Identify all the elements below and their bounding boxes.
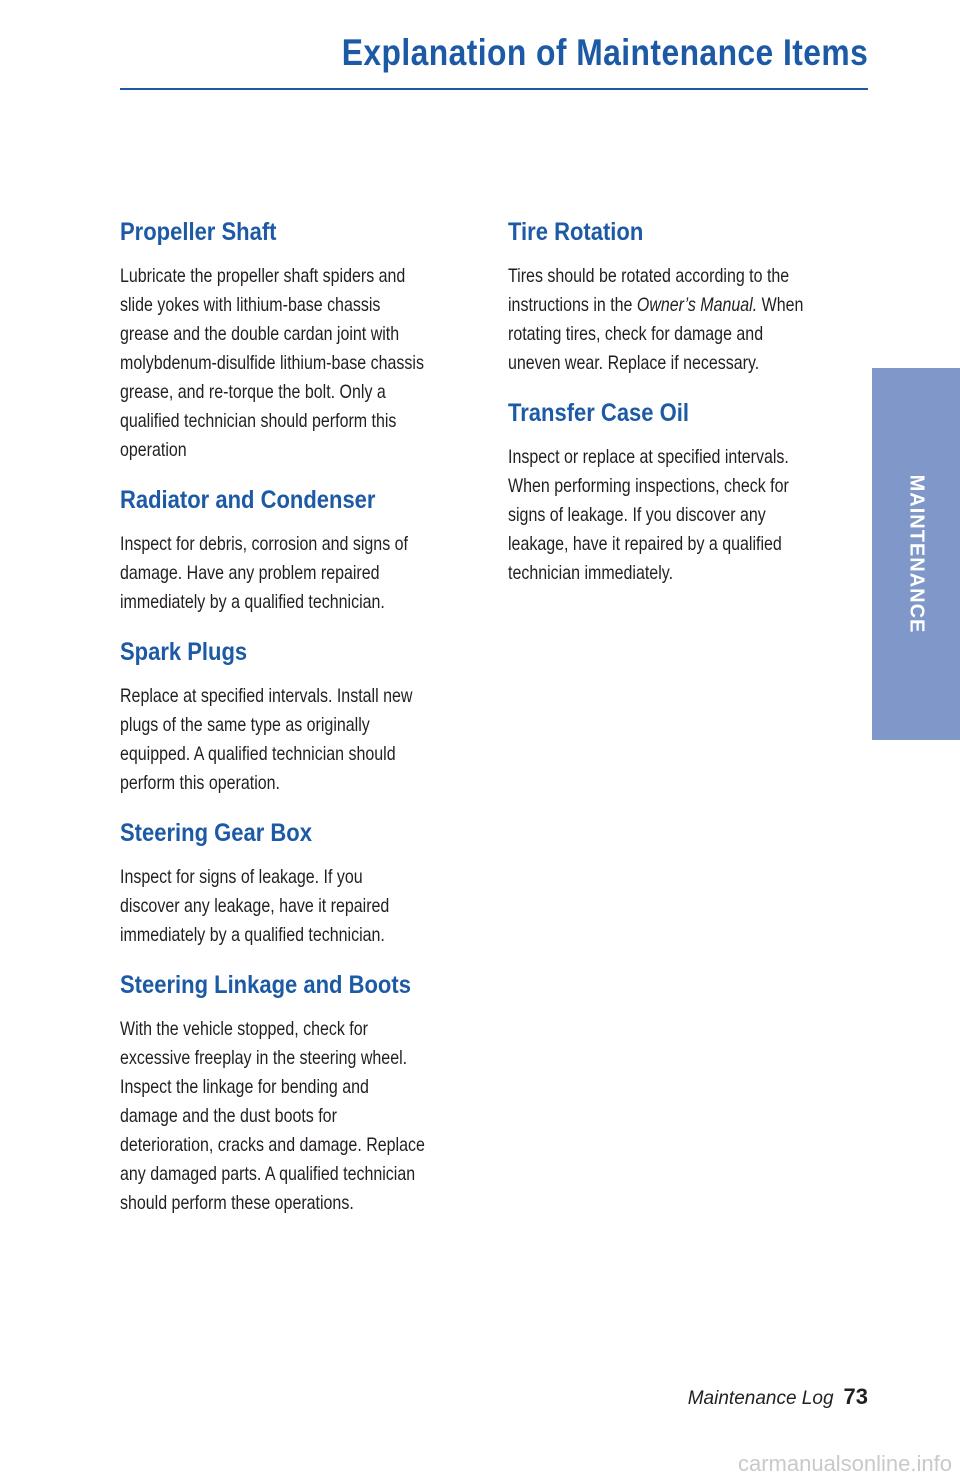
body-line: excessive freeplay in the steering wheel. bbox=[120, 1047, 408, 1069]
body-line: immediately by a qualified technician. bbox=[120, 591, 385, 613]
section-body bbox=[120, 530, 423, 617]
section-radiator-and-condenser bbox=[120, 480, 490, 617]
section-heading: Spark Plugs bbox=[120, 638, 248, 666]
section-propeller-shaft bbox=[120, 212, 490, 465]
section-heading: Tire Rotation bbox=[508, 218, 644, 246]
body-line: technician immediately. bbox=[508, 562, 674, 584]
body-line: perform this operation. bbox=[120, 772, 280, 794]
body-line: operation bbox=[120, 439, 187, 461]
body-line: deterioration, cracks and damage. Replace bbox=[120, 1134, 425, 1156]
section-heading: Transfer Case Oil bbox=[508, 399, 689, 427]
body-line: leakage, have it repaired by a qualified bbox=[508, 533, 782, 555]
body-line: any damaged parts. A qualified technician bbox=[120, 1163, 416, 1185]
owners-manual-reference: Owner’s Manual. bbox=[636, 294, 758, 316]
body-line: slide yokes with lithium-base chassis bbox=[120, 294, 381, 316]
body-line: Replace at specified intervals. Install new bbox=[120, 685, 413, 707]
body-line: uneven wear. Replace if necessary. bbox=[508, 352, 760, 374]
body-line: With the vehicle stopped, check for bbox=[120, 1018, 368, 1040]
body-line: rotating tires, check for damage and bbox=[508, 323, 764, 345]
section-heading: Propeller Shaft bbox=[120, 218, 277, 246]
section-heading: Steering Gear Box bbox=[120, 819, 312, 847]
section-transfer-case-oil bbox=[508, 393, 878, 588]
body-line: damage. Have any problem repaired bbox=[120, 562, 380, 584]
section-body bbox=[508, 443, 811, 588]
page-title: Explanation of Maintenance Items bbox=[341, 32, 868, 73]
body-line: Inspect for debris, corrosion and signs of bbox=[120, 533, 408, 555]
body-text: When bbox=[757, 294, 804, 316]
side-tab-label: MAINTENANCE bbox=[905, 474, 928, 634]
section-spark-plugs bbox=[120, 632, 490, 798]
section-body bbox=[120, 682, 423, 798]
watermark: carmanualsonline.info bbox=[737, 1451, 952, 1476]
body-line: molybdenum-disulfide lithium-base chassis bbox=[120, 352, 424, 374]
section-body bbox=[508, 262, 811, 378]
section-heading: Radiator and Condenser bbox=[120, 486, 376, 514]
body-line: grease and the double cardan joint with bbox=[120, 323, 400, 345]
body-line: should perform these operations. bbox=[120, 1192, 354, 1214]
right-column bbox=[508, 212, 878, 603]
body-text: instructions in the bbox=[508, 294, 637, 316]
body-line: Tires should be rotated according to the bbox=[508, 265, 790, 287]
body-line: plugs of the same type as originally bbox=[120, 714, 370, 736]
body-line: signs of leakage. If you discover any bbox=[508, 504, 766, 526]
body-line: Inspect or replace at specified intervals. bbox=[508, 446, 789, 468]
title-rule bbox=[120, 88, 868, 90]
body-line: grease, and re-torque the bolt. Only a bbox=[120, 381, 386, 403]
body-line: discover any leakage, have it repaired bbox=[120, 895, 390, 917]
body-line: damage and the dust boots for bbox=[120, 1105, 337, 1127]
section-body bbox=[120, 1015, 423, 1218]
section-heading: Steering Linkage and Boots bbox=[120, 971, 411, 999]
body-line: When performing inspections, check for bbox=[508, 475, 789, 497]
body-line: Lubricate the propeller shaft spiders and bbox=[120, 265, 406, 287]
page-number: 73 bbox=[843, 1384, 868, 1409]
footer-label: Maintenance Log bbox=[687, 1388, 834, 1409]
section-steering-linkage-and-boots bbox=[120, 965, 490, 1218]
section-tire-rotation bbox=[508, 212, 878, 378]
page-footer bbox=[688, 1384, 868, 1410]
body-line: Inspect the linkage for bending and bbox=[120, 1076, 369, 1098]
section-steering-gear-box bbox=[120, 813, 490, 950]
body-line bbox=[508, 291, 811, 320]
body-line: equipped. A qualified technician should bbox=[120, 743, 396, 765]
body-line: Inspect for signs of leakage. If you bbox=[120, 866, 363, 888]
section-body bbox=[120, 863, 423, 950]
body-line: qualified technician should perform this bbox=[120, 410, 397, 432]
body-line: immediately by a qualified technician. bbox=[120, 924, 385, 946]
left-column bbox=[120, 212, 490, 1233]
section-side-tab bbox=[872, 368, 960, 740]
section-body bbox=[120, 262, 423, 465]
